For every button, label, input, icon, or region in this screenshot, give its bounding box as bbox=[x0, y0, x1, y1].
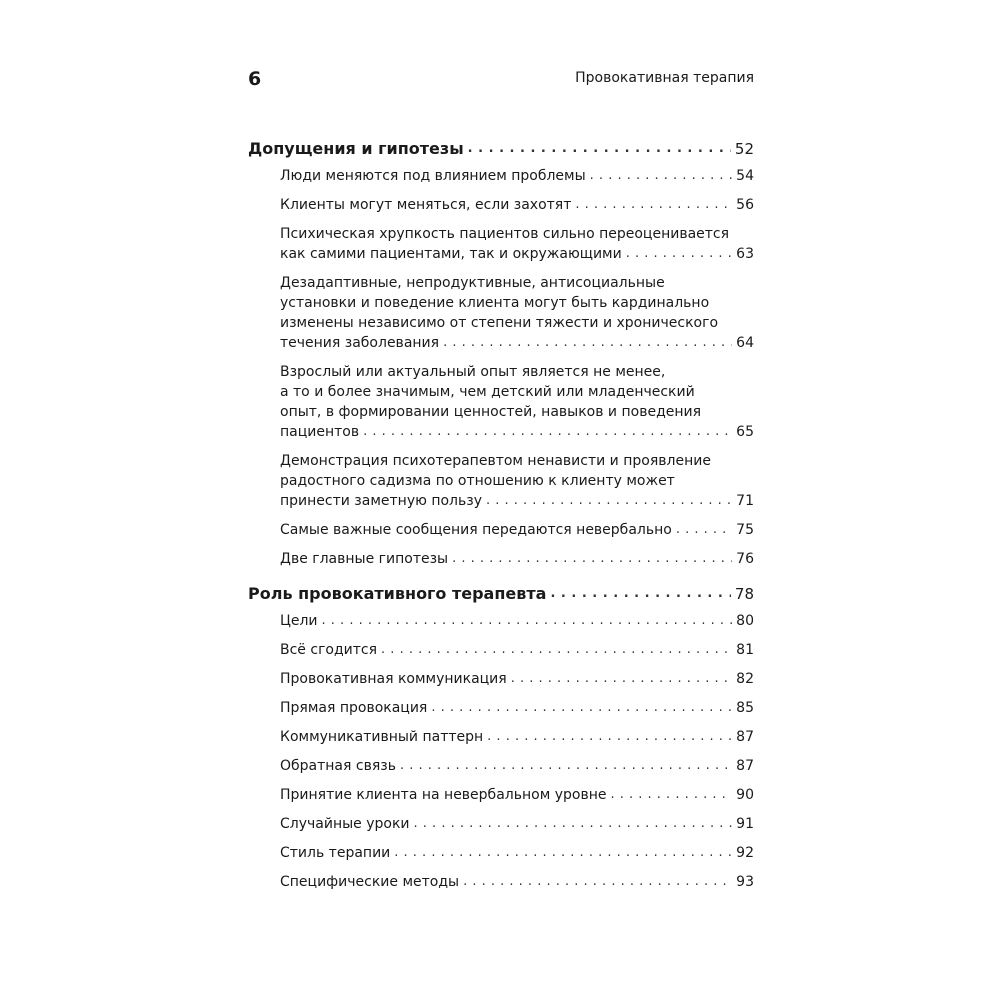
toc-entry-text-line: Взрослый или актуальный опыт является не менее, bbox=[280, 364, 666, 380]
dot-leader bbox=[431, 698, 732, 718]
dot-leader bbox=[550, 583, 730, 605]
toc-entry-text-line: Дезадаптивные, непродуктивные, антисоциальные bbox=[280, 275, 665, 291]
toc-section bbox=[248, 583, 754, 892]
toc-entry-page: 81 bbox=[736, 642, 754, 658]
toc-section-heading bbox=[248, 583, 754, 605]
toc-entry bbox=[280, 843, 754, 863]
toc-entry bbox=[280, 273, 754, 353]
toc-entry bbox=[280, 520, 754, 540]
dot-leader bbox=[381, 640, 732, 660]
dot-leader bbox=[610, 785, 732, 805]
toc-heading-page: 78 bbox=[734, 585, 754, 603]
toc-entry-page: 87 bbox=[736, 729, 754, 745]
dot-leader bbox=[394, 843, 732, 863]
toc-entry bbox=[280, 640, 754, 660]
toc-entry-page: 85 bbox=[736, 700, 754, 716]
toc-heading-title: Роль провокативного терапевта bbox=[248, 584, 547, 603]
toc-entry-text-line: Специфические методы bbox=[280, 874, 460, 890]
toc-entry bbox=[280, 224, 754, 264]
toc-section bbox=[248, 138, 754, 569]
toc-entry-text-line: Коммуникативный паттерн bbox=[280, 729, 484, 745]
toc-entry-text-line: изменены независимо от степени тяжести и хронического bbox=[280, 315, 719, 331]
toc-entry-page: 54 bbox=[736, 168, 754, 184]
toc-entry-text-line: Самые важные сообщения передаются невербально bbox=[280, 522, 672, 538]
dot-leader bbox=[626, 244, 732, 264]
dot-leader bbox=[468, 138, 731, 160]
toc-entry-text-line: пациентов bbox=[280, 424, 360, 440]
toc-heading-title: Допущения и гипотезы bbox=[248, 139, 464, 158]
dot-leader bbox=[487, 727, 732, 747]
toc-entry-text-line: как самими пациентами, так и окружающими bbox=[280, 246, 622, 262]
dot-leader bbox=[590, 166, 733, 186]
dot-leader bbox=[676, 520, 732, 540]
toc-entry-text-line: Провокативная коммуникация bbox=[280, 671, 507, 687]
toc-entry-page: 91 bbox=[736, 816, 754, 832]
toc-entry bbox=[280, 451, 754, 511]
table-of-contents bbox=[248, 138, 754, 906]
toc-entry-text-line: Две главные гипотезы bbox=[280, 551, 449, 567]
toc-entry-page: 76 bbox=[736, 551, 754, 567]
toc-entry-text-line: Люди меняются под влиянием проблемы bbox=[280, 168, 586, 184]
toc-heading-page: 52 bbox=[734, 140, 754, 158]
toc-entry-text-line: Прямая провокация bbox=[280, 700, 428, 716]
toc-subentries bbox=[280, 611, 754, 892]
toc-entry-text-line: а то и более значимым, чем детский или младенческий bbox=[280, 384, 695, 400]
toc-entry-page: 65 bbox=[736, 424, 754, 440]
toc-entry bbox=[280, 669, 754, 689]
toc-entry bbox=[280, 611, 754, 631]
toc-entry bbox=[280, 549, 754, 569]
dot-leader bbox=[414, 814, 733, 834]
dot-leader bbox=[452, 549, 732, 569]
toc-entry-page: 87 bbox=[736, 758, 754, 774]
toc-entry-page: 56 bbox=[736, 197, 754, 213]
dot-leader bbox=[486, 491, 732, 511]
dot-leader bbox=[363, 422, 732, 442]
toc-entry bbox=[280, 362, 754, 442]
toc-subentries bbox=[280, 166, 754, 569]
toc-section-heading bbox=[248, 138, 754, 160]
toc-entry bbox=[280, 872, 754, 892]
toc-entry-text-line: Принятие клиента на невербальном уровне bbox=[280, 787, 607, 803]
toc-entry-page: 90 bbox=[736, 787, 754, 803]
page-number: 6 bbox=[248, 68, 262, 90]
toc-entry-text-line: опыт, в формировании ценностей, навыков и поведения bbox=[280, 404, 702, 420]
toc-entry-page: 93 bbox=[736, 874, 754, 890]
toc-entry-text-line: Цели bbox=[280, 613, 318, 629]
dot-leader bbox=[575, 195, 732, 215]
toc-entry-page: 80 bbox=[736, 613, 754, 629]
dot-leader bbox=[322, 611, 733, 631]
toc-entry-text-line: Психическая хрупкость пациентов сильно переоценивается bbox=[280, 226, 730, 242]
toc-entry bbox=[280, 785, 754, 805]
toc-entry-page: 92 bbox=[736, 845, 754, 861]
toc-entry-text-line: Всё сгодится bbox=[280, 642, 378, 658]
toc-entry-text-line: установки и поведение клиента могут быть кардинально bbox=[280, 295, 710, 311]
toc-entry-text-line: принести заметную пользу bbox=[280, 493, 482, 509]
dot-leader bbox=[443, 333, 732, 353]
toc-entry-page: 71 bbox=[736, 493, 754, 509]
toc-entry-page: 64 bbox=[736, 335, 754, 351]
toc-entry bbox=[280, 756, 754, 776]
toc-entry-text-line: Случайные уроки bbox=[280, 816, 410, 832]
toc-entry-text-line: Клиенты могут меняться, если захотят bbox=[280, 197, 572, 213]
toc-entry-page: 63 bbox=[736, 246, 754, 262]
dot-leader bbox=[511, 669, 732, 689]
dot-leader bbox=[463, 872, 732, 892]
running-title: Провокативная терапия bbox=[575, 70, 754, 86]
toc-entry-text-line: Стиль терапии bbox=[280, 845, 391, 861]
toc-entry-text-line: Обратная связь bbox=[280, 758, 396, 774]
toc-entry-text-line: радостного садизма по отношению к клиенту может bbox=[280, 473, 675, 489]
toc-entry bbox=[280, 166, 754, 186]
toc-entry bbox=[280, 698, 754, 718]
toc-entry-text-line: Демонстрация психотерапевтом ненависти и проявление bbox=[280, 453, 711, 469]
toc-entry-page: 75 bbox=[736, 522, 754, 538]
toc-entry-page: 82 bbox=[736, 671, 754, 687]
toc-entry bbox=[280, 195, 754, 215]
toc-entry-text-line: течения заболевания bbox=[280, 335, 440, 351]
dot-leader bbox=[400, 756, 732, 776]
toc-entry bbox=[280, 727, 754, 747]
toc-entry bbox=[280, 814, 754, 834]
